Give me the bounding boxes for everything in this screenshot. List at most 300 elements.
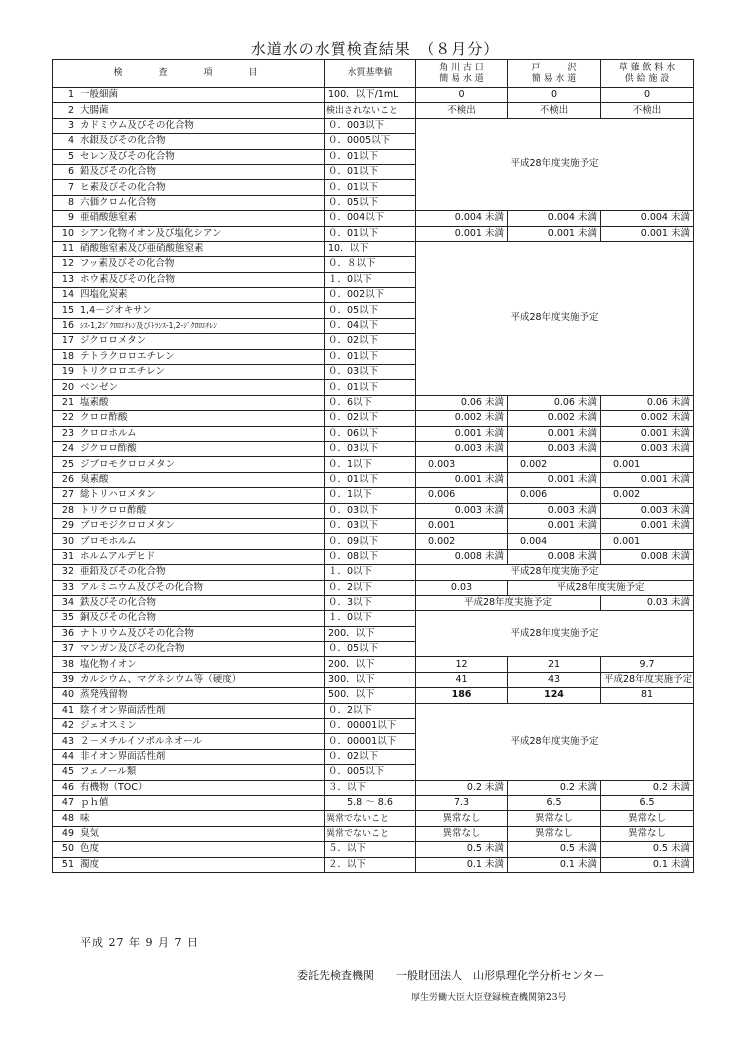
item-name: 亜鉛及びその化合物 [80, 566, 166, 578]
item-name: 硝酸態窒素及び亜硝酸態窒素 [80, 243, 204, 255]
table-row [53, 518, 694, 533]
item-cell [53, 118, 325, 133]
row-number: 37 [61, 643, 74, 655]
item-name: ジブロモクロロメタン [80, 458, 176, 470]
row-number: 47 [61, 797, 74, 809]
standard-value: ０．0005以下 [325, 134, 416, 149]
row-number: 13 [61, 273, 74, 285]
row-number: 2 [67, 104, 74, 116]
standard-value: ０．01以下 [325, 349, 416, 364]
result-value: 0.001 未満 [601, 518, 694, 533]
header-col2: 戸 沢 簡 易 水 道 [508, 60, 601, 88]
table-row [53, 657, 694, 672]
item-cell [53, 703, 325, 718]
table-row [53, 457, 694, 472]
result-value: 0.2 未満 [508, 780, 601, 795]
item-name: テトラクロロエチレン [80, 350, 175, 362]
standard-value: 10．以下 [325, 241, 416, 256]
row-number: 14 [61, 289, 74, 301]
result-value: 0.06 未満 [416, 395, 508, 410]
standard-value: 5.8 ～ 8.6 [325, 795, 416, 810]
row-number: 43 [61, 735, 74, 747]
standard-value: 異常でないこと [325, 811, 416, 826]
item-name: ジクロロ酢酸 [80, 443, 137, 455]
standard-value: ０．01以下 [325, 180, 416, 195]
standard-value: ０．6以下 [325, 395, 416, 410]
item-name: 一般細菌 [80, 89, 119, 101]
row-number: 4 [67, 135, 74, 147]
item-name: ヒ素及びその化合物 [80, 181, 166, 193]
item-name: ｼｽ-1,2ｼﾞｸﾛﾛｴﾁﾚﾝ及びﾄﾗﾝｽ-1,2-ｼﾞｸﾛﾛｴﾁﾚﾝ [80, 321, 217, 331]
result-value: 21 [508, 657, 601, 672]
item-cell [53, 734, 325, 749]
standard-value: ０．03以下 [325, 503, 416, 518]
standard-value: ０．03以下 [325, 441, 416, 456]
standard-value: 200．以下 [325, 626, 416, 641]
row-number: 34 [61, 597, 74, 609]
table-row [53, 441, 694, 456]
result-value: 異常なし [416, 811, 508, 826]
item-cell [53, 672, 325, 687]
standard-value: １．0以下 [325, 272, 416, 287]
item-cell [53, 395, 325, 410]
table-row [53, 241, 694, 256]
item-cell [53, 226, 325, 241]
item-cell [53, 365, 325, 380]
item-cell [53, 257, 325, 272]
result-value: 0.002 未満 [601, 411, 694, 426]
result-value: 0 [416, 88, 508, 103]
item-cell [53, 195, 325, 210]
row-number: 39 [61, 674, 74, 686]
item-cell [53, 441, 325, 456]
item-cell [53, 549, 325, 564]
standard-value: ０．1以下 [325, 488, 416, 503]
planned-note: 平成28年度実施予定 [416, 595, 601, 610]
row-number: 46 [61, 781, 74, 793]
result-value: 異常なし [601, 811, 694, 826]
header-item: 検 査 項 目 [53, 60, 325, 88]
item-name: 亜硝酸態窒素 [80, 212, 138, 224]
item-name: 蒸発残留物 [80, 689, 128, 701]
item-cell [53, 719, 325, 734]
table-row [53, 118, 694, 133]
item-cell [53, 780, 325, 795]
row-number: 35 [61, 612, 74, 624]
result-value: 0.001 未満 [508, 226, 601, 241]
table-row [53, 426, 694, 441]
item-name: 銅及びその化合物 [80, 612, 157, 624]
table-row [53, 780, 694, 795]
result-value: 7.3 [416, 795, 508, 810]
table-row [53, 549, 694, 564]
result-value: 0.003 未満 [416, 441, 508, 456]
table-header-row [53, 60, 694, 88]
planned-note: 平成28年度実施予定 [416, 611, 694, 657]
standard-value: ０．3以下 [325, 595, 416, 610]
row-number: 38 [61, 658, 74, 670]
table-row [53, 534, 694, 549]
result-value: 0.006 [416, 488, 508, 503]
standard-value: 500．以下 [325, 688, 416, 703]
row-number: 28 [61, 504, 74, 516]
result-value: 0.002 [601, 488, 694, 503]
row-number: 20 [61, 381, 74, 393]
row-number: 36 [61, 627, 74, 639]
standard-value: ０．01以下 [325, 226, 416, 241]
item-name: ブロモジクロロメタン [80, 520, 175, 532]
result-value: 6.5 [601, 795, 694, 810]
item-name: 大腸菌 [80, 104, 109, 116]
row-number: 29 [61, 520, 74, 532]
item-name: ブロモホルム [80, 535, 137, 547]
item-name: 鉛及びその化合物 [80, 166, 157, 178]
item-cell [53, 180, 325, 195]
standard-value: ２．以下 [325, 857, 416, 872]
result-value: 12 [416, 657, 508, 672]
item-name: 塩素酸 [80, 397, 109, 408]
result-value: 0.002 [508, 457, 601, 472]
result-value: 0.006 [508, 488, 601, 503]
item-name: 水銀及びその化合物 [80, 135, 166, 147]
item-name: ホルムアルデヒド [80, 550, 156, 562]
standard-value: ０．004以下 [325, 211, 416, 226]
standard-value: ０．02以下 [325, 749, 416, 764]
planned-note: 平成28年度実施予定 [416, 118, 694, 210]
standard-value: １．0以下 [325, 565, 416, 580]
item-name: ２－メチルイソボルネオール [80, 735, 203, 747]
result-value: 0.004 未満 [416, 211, 508, 226]
item-cell [53, 749, 325, 764]
table-row [53, 703, 694, 718]
row-number: 17 [61, 335, 74, 347]
result-value: 異常なし [508, 826, 601, 841]
table-row [53, 226, 694, 241]
standard-value: 100．以下/1mL [325, 88, 416, 103]
standard-value: ０．03以下 [325, 365, 416, 380]
row-number: 45 [61, 766, 74, 778]
table-row [53, 826, 694, 841]
result-value: 0.03 [416, 580, 508, 595]
item-name: アルミニウム及びその化合物 [80, 581, 204, 593]
item-name: フッ素及びその化合物 [80, 258, 175, 270]
item-name: 非イオン界面活性剤 [80, 750, 166, 762]
result-value: 0.001 未満 [508, 518, 601, 533]
result-value: 0.008 未満 [601, 549, 694, 564]
result-value: 0.5 未満 [601, 842, 694, 857]
standard-value: ０．00001以下 [325, 719, 416, 734]
result-value: 0.06 未満 [601, 395, 694, 410]
row-number: 1 [67, 89, 74, 101]
item-name: シアン化物イオン及び塩化シアン [80, 227, 222, 239]
row-number: 49 [61, 827, 74, 839]
standard-value: ０．01以下 [325, 472, 416, 487]
item-cell [53, 334, 325, 349]
table-row [53, 488, 694, 503]
header-col3: 草 薙 飲 料 水 供 給 施 設 [601, 60, 694, 88]
result-value: 0.1 未満 [601, 857, 694, 872]
item-cell [53, 534, 325, 549]
row-number: 18 [61, 350, 74, 362]
result-value: 0.001 未満 [508, 426, 601, 441]
standard-value: ０．01以下 [325, 164, 416, 179]
result-value: 0.2 未満 [416, 780, 508, 795]
item-cell [53, 688, 325, 703]
result-value: 0.004 [508, 534, 601, 549]
standard-value: ０．09以下 [325, 534, 416, 549]
item-cell [53, 488, 325, 503]
item-name: 陰イオン界面活性剤 [80, 704, 166, 716]
item-cell [53, 134, 325, 149]
result-value: 0.001 未満 [601, 472, 694, 487]
table-row [53, 688, 694, 703]
row-number: 21 [61, 397, 74, 408]
item-name: 臭気 [80, 827, 100, 839]
standard-value: ０．03以下 [325, 518, 416, 533]
standard-value: ０．05以下 [325, 642, 416, 657]
item-cell [53, 426, 325, 441]
item-cell [53, 642, 325, 657]
row-number: 22 [61, 412, 74, 424]
standard-value: ０．2以下 [325, 580, 416, 595]
standard-value: ０．05以下 [325, 303, 416, 318]
inspection-organization: 委託先検査機関 一般財団法人 山形県理化学分析センター [297, 969, 605, 982]
item-cell [53, 580, 325, 595]
item-cell [53, 611, 325, 626]
standard-value: ０．2以下 [325, 703, 416, 718]
result-value: 異常なし [508, 811, 601, 826]
table-row [53, 595, 694, 610]
standard-value: ０．005以下 [325, 765, 416, 780]
item-cell [53, 349, 325, 364]
item-name: 臭素酸 [80, 473, 109, 485]
item-name: トリクロロエチレン [80, 366, 165, 378]
standard-value: ３．以下 [325, 780, 416, 795]
item-cell [53, 811, 325, 826]
row-number: 42 [61, 720, 74, 732]
table-row [53, 795, 694, 810]
item-name: マンガン及びその化合物 [80, 643, 185, 655]
result-value: 0.004 未満 [508, 211, 601, 226]
standard-value: ０．00001以下 [325, 734, 416, 749]
standard-value: 200．以下 [325, 657, 416, 672]
item-cell [53, 842, 325, 857]
item-cell [53, 103, 325, 118]
item-cell [53, 857, 325, 872]
planned-note: 平成28年度実施予定 [416, 241, 694, 395]
result-value: 0.001 未満 [416, 426, 508, 441]
standard-value: ０．01以下 [325, 380, 416, 395]
row-number: 9 [67, 212, 74, 224]
result-value: 0.002 未満 [508, 411, 601, 426]
table-row [53, 411, 694, 426]
row-number: 7 [67, 181, 74, 193]
table-row [53, 580, 694, 595]
result-value: 0.003 未満 [508, 503, 601, 518]
result-value: 異常なし [601, 826, 694, 841]
item-name: 四塩化炭素 [80, 289, 128, 301]
standard-value: ０．1以下 [325, 457, 416, 472]
table-row [53, 857, 694, 872]
item-name: 総トリハロメタン [80, 489, 156, 501]
result-value: 0 [601, 88, 694, 103]
item-name: ジクロロメタン [80, 335, 147, 347]
item-cell [53, 303, 325, 318]
registration-number: 厚生労働大臣大臣登録検査機関第23号 [411, 993, 567, 1003]
result-value: 0.5 未満 [508, 842, 601, 857]
row-number: 23 [61, 427, 74, 439]
standard-value: 異常でないこと [325, 826, 416, 841]
result-value: 不検出 [416, 103, 508, 118]
item-name: ベンゼン [80, 381, 119, 393]
row-number: 16 [61, 320, 74, 332]
item-name: 味 [80, 812, 90, 824]
item-name: 1,4－ジオキサン [80, 304, 152, 316]
item-cell [53, 457, 325, 472]
row-number: 6 [67, 166, 74, 178]
result-value: 0.001 [416, 518, 508, 533]
row-number: 10 [61, 227, 74, 239]
item-cell [53, 88, 325, 103]
result-value: 124 [508, 688, 601, 703]
result-value: 平成28年度実施予定 [601, 672, 694, 687]
item-cell [53, 657, 325, 672]
standard-value: 300．以下 [325, 672, 416, 687]
row-number: 3 [67, 119, 74, 131]
result-value: 186 [416, 688, 508, 703]
table-row [53, 103, 694, 118]
result-value: 0.004 未満 [601, 211, 694, 226]
item-cell [53, 765, 325, 780]
table-row [53, 88, 694, 103]
item-name: セレン及びその化合物 [80, 150, 175, 162]
standard-value: ０．04以下 [325, 318, 416, 333]
item-cell [53, 288, 325, 303]
item-cell [53, 411, 325, 426]
standard-value: ０．02以下 [325, 411, 416, 426]
item-cell [53, 149, 325, 164]
table-row [53, 503, 694, 518]
item-cell [53, 826, 325, 841]
item-cell [53, 565, 325, 580]
result-value: 0.1 未満 [416, 857, 508, 872]
standard-value: ０．８以下 [325, 257, 416, 272]
row-number: 31 [61, 550, 74, 562]
row-number: 25 [61, 458, 74, 470]
result-value: 0.03 未満 [601, 595, 694, 610]
item-name: ナトリウム及びその化合物 [80, 627, 194, 639]
document-title: 水道水の水質検査結果 （８月分） [250, 40, 500, 58]
result-value: 0.003 未満 [416, 503, 508, 518]
item-cell [53, 211, 325, 226]
item-cell [53, 380, 325, 395]
row-number: 41 [61, 704, 74, 716]
item-name: ｐｈ値 [80, 797, 109, 809]
item-cell [53, 503, 325, 518]
planned-note: 平成28年度実施予定 [416, 565, 694, 580]
item-cell [53, 318, 325, 333]
results-table [52, 59, 694, 873]
item-name: 色度 [80, 843, 100, 855]
result-value: 0.001 未満 [601, 226, 694, 241]
item-name: トリクロロ酢酸 [80, 504, 147, 516]
standard-value: 検出されないこと [325, 103, 416, 118]
row-number: 8 [67, 196, 74, 208]
standard-value: ０．06以下 [325, 426, 416, 441]
row-number: 33 [61, 581, 74, 593]
row-number: 27 [61, 489, 74, 501]
item-name: 有機物（TOC） [80, 781, 148, 793]
result-value: 0.003 未満 [508, 441, 601, 456]
item-name: ホウ素及びその化合物 [80, 273, 176, 285]
row-number: 11 [61, 243, 74, 255]
row-number: 32 [61, 566, 74, 578]
result-value: 0.2 未満 [601, 780, 694, 795]
result-value: 0.001 未満 [601, 426, 694, 441]
item-cell [53, 518, 325, 533]
table-row [53, 672, 694, 687]
result-value: 0.1 未満 [508, 857, 601, 872]
result-value: 0.002 未満 [416, 411, 508, 426]
header-col1: 角 川 古 口 簡 易 水 道 [416, 60, 508, 88]
result-value: 0.003 [416, 457, 508, 472]
item-name: カルシウム、マグネシウム等（硬度） [80, 674, 242, 686]
result-value: 0.001 未満 [508, 472, 601, 487]
standard-value: ０．02以下 [325, 334, 416, 349]
standard-value: ５．以下 [325, 842, 416, 857]
result-value: 不検出 [601, 103, 694, 118]
result-value: 9.7 [601, 657, 694, 672]
result-value: 0.008 未満 [416, 549, 508, 564]
item-name: ジェオスミン [80, 720, 137, 732]
planned-note: 平成28年度実施予定 [416, 703, 694, 780]
result-value: 0.001 [601, 457, 694, 472]
standard-value: ０．002以下 [325, 288, 416, 303]
row-number: 26 [61, 473, 74, 485]
result-value: 不検出 [508, 103, 601, 118]
item-cell [53, 472, 325, 487]
item-name: 六価クロム化合物 [80, 196, 157, 208]
row-number: 48 [61, 812, 74, 824]
row-number: 12 [61, 258, 74, 270]
result-value: 0.003 未満 [601, 503, 694, 518]
row-number: 5 [67, 150, 74, 162]
item-name: カドミウム及びその化合物 [80, 119, 194, 131]
item-cell [53, 626, 325, 641]
result-value: 0 [508, 88, 601, 103]
table-row [53, 565, 694, 580]
result-value: 0.001 [601, 534, 694, 549]
standard-value: ０．003以下 [325, 118, 416, 133]
item-name: 塩化物イオン [80, 658, 137, 670]
result-value: 41 [416, 672, 508, 687]
row-number: 44 [61, 750, 74, 762]
item-cell [53, 241, 325, 256]
row-number: 15 [61, 304, 74, 316]
result-value: 6.5 [508, 795, 601, 810]
table-row [53, 611, 694, 626]
result-value: 0.003 未満 [601, 441, 694, 456]
item-name: 鉄及びその化合物 [80, 597, 157, 609]
standard-value: １．0以下 [325, 611, 416, 626]
result-value: 0.5 未満 [416, 842, 508, 857]
item-name: クロロ酢酸 [80, 412, 128, 424]
standard-value: ０．08以下 [325, 549, 416, 564]
standard-value: ０．01以下 [325, 149, 416, 164]
result-value: 0.001 未満 [416, 226, 508, 241]
result-value: 0.008 未満 [508, 549, 601, 564]
row-number: 19 [61, 366, 74, 378]
